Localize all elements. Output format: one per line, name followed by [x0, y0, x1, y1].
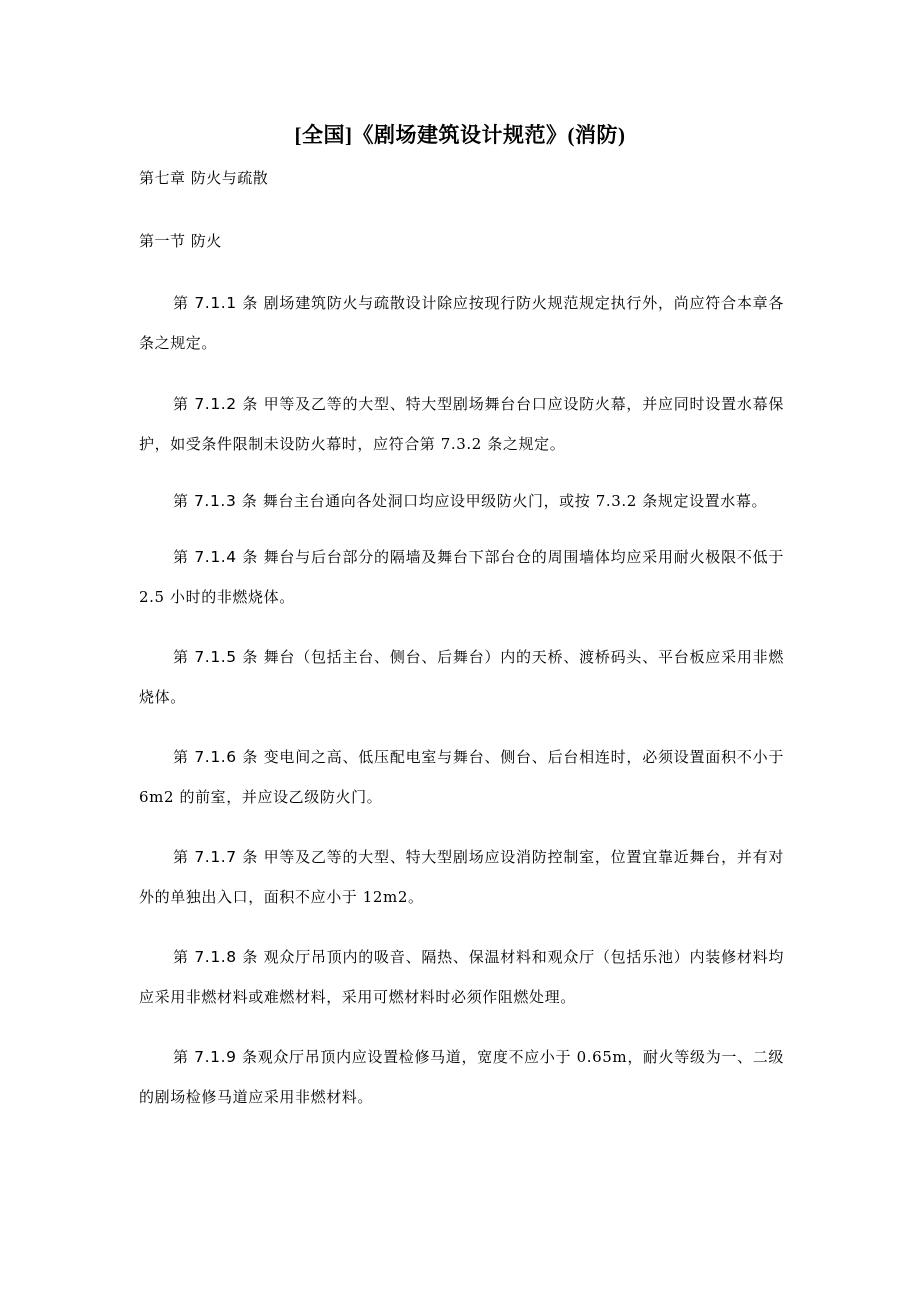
article-text: 观众厅吊顶内的吸音、隔热、保温材料和观众厅（包括乐池）内装修材料均应采用非燃材料或难燃材料，采用可燃材料时必须作阻燃处理。 [139, 948, 784, 1006]
article-suffix: 条 [236, 848, 264, 866]
article-text: 甲等及乙等的大型、特大型剧场应设消防控制室，位置宜靠近舞台，并有对外的单独出入口，面积不应小于 12m2。 [139, 848, 784, 906]
article-text: 剧场建筑防火与疏散设计除应按现行防火规范规定执行外，尚应符合本章各条之规定。 [139, 294, 784, 352]
article-7-1-8 [139, 937, 784, 1017]
article-suffix: 条 [236, 294, 264, 312]
article-prefix: 第 [173, 548, 195, 566]
article-number: 7.1.9 [194, 1048, 237, 1066]
article-prefix: 第 [173, 1048, 195, 1066]
article-number: 7.1.4 [194, 548, 237, 566]
article-number: 7.1.7 [194, 848, 237, 866]
article-suffix: 条 [236, 548, 264, 566]
article-prefix: 第 [173, 492, 194, 510]
article-prefix: 第 [173, 748, 195, 766]
article-7-1-3 [139, 481, 784, 521]
article-prefix: 第 [173, 648, 195, 666]
chapter-heading: 第七章 防火与疏散 [139, 169, 269, 187]
article-text: 观众厅吊顶内应设置检修马道，宽度不应小于 0.65m，耐火等级为一、二级的剧场检修马道应采用非燃材料。 [139, 1048, 785, 1106]
article-suffix: 条 [236, 648, 264, 666]
article-suffix: 条 [236, 948, 264, 966]
article-7-1-1 [139, 283, 784, 363]
article-7-1-6 [139, 737, 784, 817]
article-number: 7.1.2 [194, 395, 237, 413]
article-7-1-2 [139, 384, 784, 464]
article-7-1-5 [139, 637, 784, 717]
article-suffix: 条 [236, 748, 264, 766]
article-prefix: 第 [173, 848, 195, 866]
document-title: [全国]《剧场建筑设计规范》(消防) [294, 123, 626, 147]
section-heading: 第一节 防火 [139, 232, 222, 250]
article-suffix: 条 [236, 492, 263, 510]
article-number: 7.1.8 [194, 948, 237, 966]
article-text: 舞台与后台部分的隔墙及舞台下部台仓的周围墙体均应采用耐火极限不低于 2.5 小时的非燃烧体。 [139, 548, 784, 606]
article-7-1-4 [139, 537, 784, 617]
article-7-1-7 [139, 837, 784, 917]
article-text: 舞台（包括主台、侧台、后舞台）内的天桥、渡桥码头、平台板应采用非燃烧体。 [139, 648, 784, 706]
article-suffix: 条 [236, 1048, 258, 1066]
article-text: 变电间之高、低压配电室与舞台、侧台、后台相连时，必须设置面积不小于 6m2 的前室，并应设乙级防火门。 [139, 748, 784, 806]
article-text: 甲等及乙等的大型、特大型剧场舞台台口应设防火幕，并应同时设置水幕保护，如受条件限制未设防火幕时，应符合第 7.3.2 条之规定。 [139, 395, 784, 453]
article-number: 7.1.5 [194, 648, 237, 666]
article-number: 7.1.6 [194, 748, 237, 766]
article-number: 7.1.3 [193, 492, 237, 510]
article-prefix: 第 [173, 294, 195, 312]
article-number: 7.1.1 [194, 294, 237, 312]
article-7-1-9 [139, 1037, 784, 1117]
article-prefix: 第 [173, 395, 195, 413]
article-suffix: 条 [236, 395, 264, 413]
article-prefix: 第 [173, 948, 195, 966]
article-text: 舞台主台通向各处洞口均应设甲级防火门，或按 7.3.2 条规定设置水幕。 [262, 492, 768, 510]
